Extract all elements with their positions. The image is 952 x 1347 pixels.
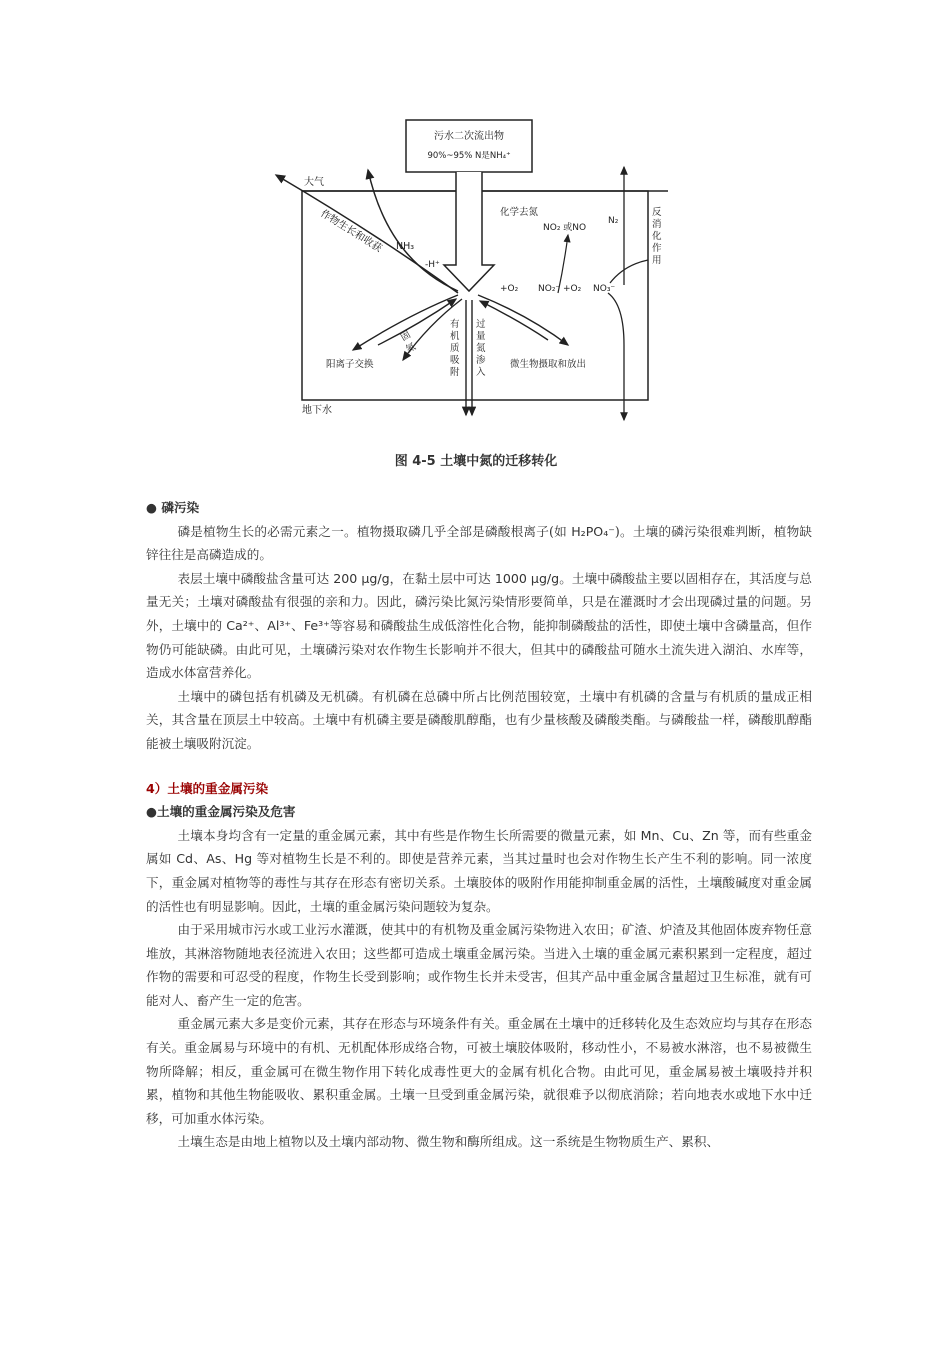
plus-o2-label-1: +O₂ bbox=[500, 284, 519, 294]
no3-down-arrow bbox=[608, 293, 624, 420]
fixation-char-1: 氮 bbox=[404, 341, 418, 356]
p4-metals-1: Mn、Cu、Zn bbox=[640, 827, 719, 843]
denitrification-char-0: 反 bbox=[652, 207, 662, 218]
minus-h-label: -H⁺ bbox=[425, 260, 440, 270]
cation-exchange-arrow-2 bbox=[378, 299, 456, 345]
chem-denitrification-label: 化学去氮 bbox=[500, 207, 539, 218]
organic-char-0: 有 bbox=[450, 319, 460, 330]
paragraph-3: 土壤中的磷包括有机磷及无机磷。有机磷在总磷中所占比例范围较宽，土壤中有机磷的含量与有机质的量成正相关，其含量在顶层土中较高。土壤中有机磷主要是磷酸肌醇酯，也有少量核酸及磷酸类酯。与磷酸盐一样，磷酸肌醇酯能被土壤吸附沉淀。 bbox=[146, 688, 812, 751]
denitrification-curve bbox=[610, 260, 648, 283]
nh3-label: NH₃ bbox=[396, 241, 415, 252]
microbial-arrow-2 bbox=[480, 301, 548, 340]
p2-text-d: 等容易和磷酸盐生成低溶性化合物，能抑制磷酸盐的活性，即使土壤中含磷量高，但作物仍可能缺磷。由此可见，土壤磷污染对农作物生长影响并不很大，但其中的磷酸盐可随水土流失进入湖泊、水库等，造成水体富营养化。 bbox=[146, 617, 812, 681]
organic-char-1: 机 bbox=[450, 331, 460, 342]
heavy-metal-heading: 4）土壤的重金属污染 bbox=[146, 780, 269, 796]
source-box-line2: 90%~95% N是NH₄⁺ bbox=[427, 151, 511, 161]
excess-char-3: 渗 bbox=[476, 355, 486, 366]
body-text bbox=[146, 496, 812, 1154]
denitrification-char-1: 消 bbox=[652, 219, 662, 230]
atmosphere-label: 大气 bbox=[304, 177, 324, 188]
p2-text-b: ，在黏土层中可达 bbox=[389, 570, 495, 586]
no2-ion-label: NO₂⁻ bbox=[538, 284, 561, 294]
p4-text-c: 等对植物生长是不利的。即使是营养元素，当其过量时也会对作物生长产生不利的影响。同一浓度下，重金属对植物等的毒性与其存在形态有密切关系。土壤胶体的吸附作用能抑制重金属的活性，土壤酸碱度对重金属的活性也有明显影响。因此，土壤的重金属污染问题较为复杂。 bbox=[146, 851, 812, 914]
p1-text-b: )。土壤的磷污染很难判断，植物缺锌往往是高磷造成的。 bbox=[146, 523, 812, 563]
denitrification-char-2: 化 bbox=[652, 231, 662, 242]
p4-text-a: 土壤本身均含有一定量的重金属元素，其中有些是作物生长所需要的微量元素，如 bbox=[177, 827, 641, 843]
p1-formula: H₂PO₄⁻ bbox=[571, 523, 615, 539]
excess-char-2: 氮 bbox=[476, 343, 486, 354]
p2-text-a: 表层土壤中磷酸盐含量可达 bbox=[177, 570, 334, 586]
excess-char-4: 入 bbox=[476, 367, 486, 378]
figure-caption: 图 4-5 土壤中氮的迁移转化 bbox=[394, 454, 558, 469]
microbial-arrow-1 bbox=[478, 295, 568, 345]
excess-char-1: 量 bbox=[476, 331, 486, 342]
p1-text-a: 磷是植物生长的必需元素之一。植物摄取磷几乎全部是磷酸根离子(如 bbox=[177, 523, 572, 539]
no2-no-label: NO₂ 或NO bbox=[543, 223, 587, 233]
groundwater-label: 地下水 bbox=[302, 405, 332, 416]
crop-uptake-label: 作物生长和收获 bbox=[318, 208, 384, 255]
organic-char-2: 质 bbox=[450, 343, 460, 354]
fixation-char-0: 固 bbox=[399, 329, 413, 344]
source-box bbox=[406, 120, 532, 172]
plus-o2-label-2: +O₂ bbox=[563, 284, 582, 294]
inflow-arrow bbox=[444, 172, 494, 291]
p2-text-c: 。土壤中磷酸盐主要以固相存在，其活度与总量无关；土壤对磷酸盐有很强的亲和力。因此，磷污染比氮污染情形要简单，只是在灌溉时才会出现磷过量的问题。另外，土壤中的 bbox=[146, 570, 812, 633]
paragraph-1 bbox=[146, 520, 812, 567]
denitrification-char-3: 作 bbox=[652, 243, 662, 254]
p4-metals-2: Cd、As、Hg bbox=[176, 851, 253, 867]
p4-text-b: 等，而有些重金属如 bbox=[146, 827, 812, 867]
heavy-metal-subheading: ●土壤的重金属污染及危害 bbox=[146, 804, 296, 820]
organic-char-4: 附 bbox=[450, 367, 460, 378]
nh3-arrow bbox=[368, 170, 458, 291]
nitrogen-diagram-svg bbox=[268, 115, 680, 435]
source-box-line1: 污水二次流出物 bbox=[434, 131, 504, 142]
microbial-label: 微生物摄取和放出 bbox=[510, 359, 587, 370]
paragraph-7: 土壤生态是由地上植物以及土壤内部动物、微生物和酶所组成。这一系统是生物物质生产、累积、 bbox=[177, 1134, 720, 1150]
cation-exchange-label: 阳离子交换 bbox=[326, 359, 374, 370]
phosphorus-heading: ● 磷污染 bbox=[146, 500, 200, 515]
paragraph-5: 由于采用城市污水或工业污水灌溉，使其中的有机物及重金属污染物进入农田；矿渣、炉渣及其他固体废弃物任意堆放，其淋溶物随地表径流进入农田；这些都可造成土壤重金属污染。当进入土壤的重金属元素积累到一定程度，超过作物的需要和可忍受的程度，作物生长受到影响；或作物生长并未受害，但其产品中重金属含量超过卫生标准，就有可能对人、畜产生一定的危害。 bbox=[146, 922, 812, 1008]
organic-char-3: 吸 bbox=[450, 355, 460, 366]
paragraph-2 bbox=[146, 567, 812, 685]
n2-label: N₂ bbox=[608, 216, 619, 226]
paragraph-6: 重金属元素大多是变价元素，其存在形态与环境条件有关。重金属在土壤中的迁移转化及生态效应均与其存在形态有关。重金属易与环境中的有机、无机配体形成络合物，可被土壤胶体吸附，移动性小，不易被水淋溶，也不易被微生物所降解；相反，重金属可在微生物作用下转化成毒性更大的金属有机化合物。由此可见，重金属易被土壤吸持并积累，植物和其他生物能吸收、累积重金属。土壤一旦受到重金属污染，就很难予以彻底消除；若向地表水或地下水中迁移，可加重水体污染。 bbox=[146, 1016, 812, 1126]
nitrogen-diagram bbox=[268, 115, 680, 435]
p2-value-2: 1000 μg/g bbox=[494, 570, 560, 586]
denitrification-char-4: 用 bbox=[652, 255, 662, 266]
no3-ion-label: NO₃⁻ bbox=[593, 284, 616, 294]
p2-value-1: 200 μg/g bbox=[333, 570, 390, 586]
excess-char-0: 过 bbox=[476, 319, 486, 330]
paragraph-4 bbox=[146, 824, 812, 918]
p2-ions: Ca²⁺、Al³⁺、Fe³⁺ bbox=[226, 617, 330, 633]
